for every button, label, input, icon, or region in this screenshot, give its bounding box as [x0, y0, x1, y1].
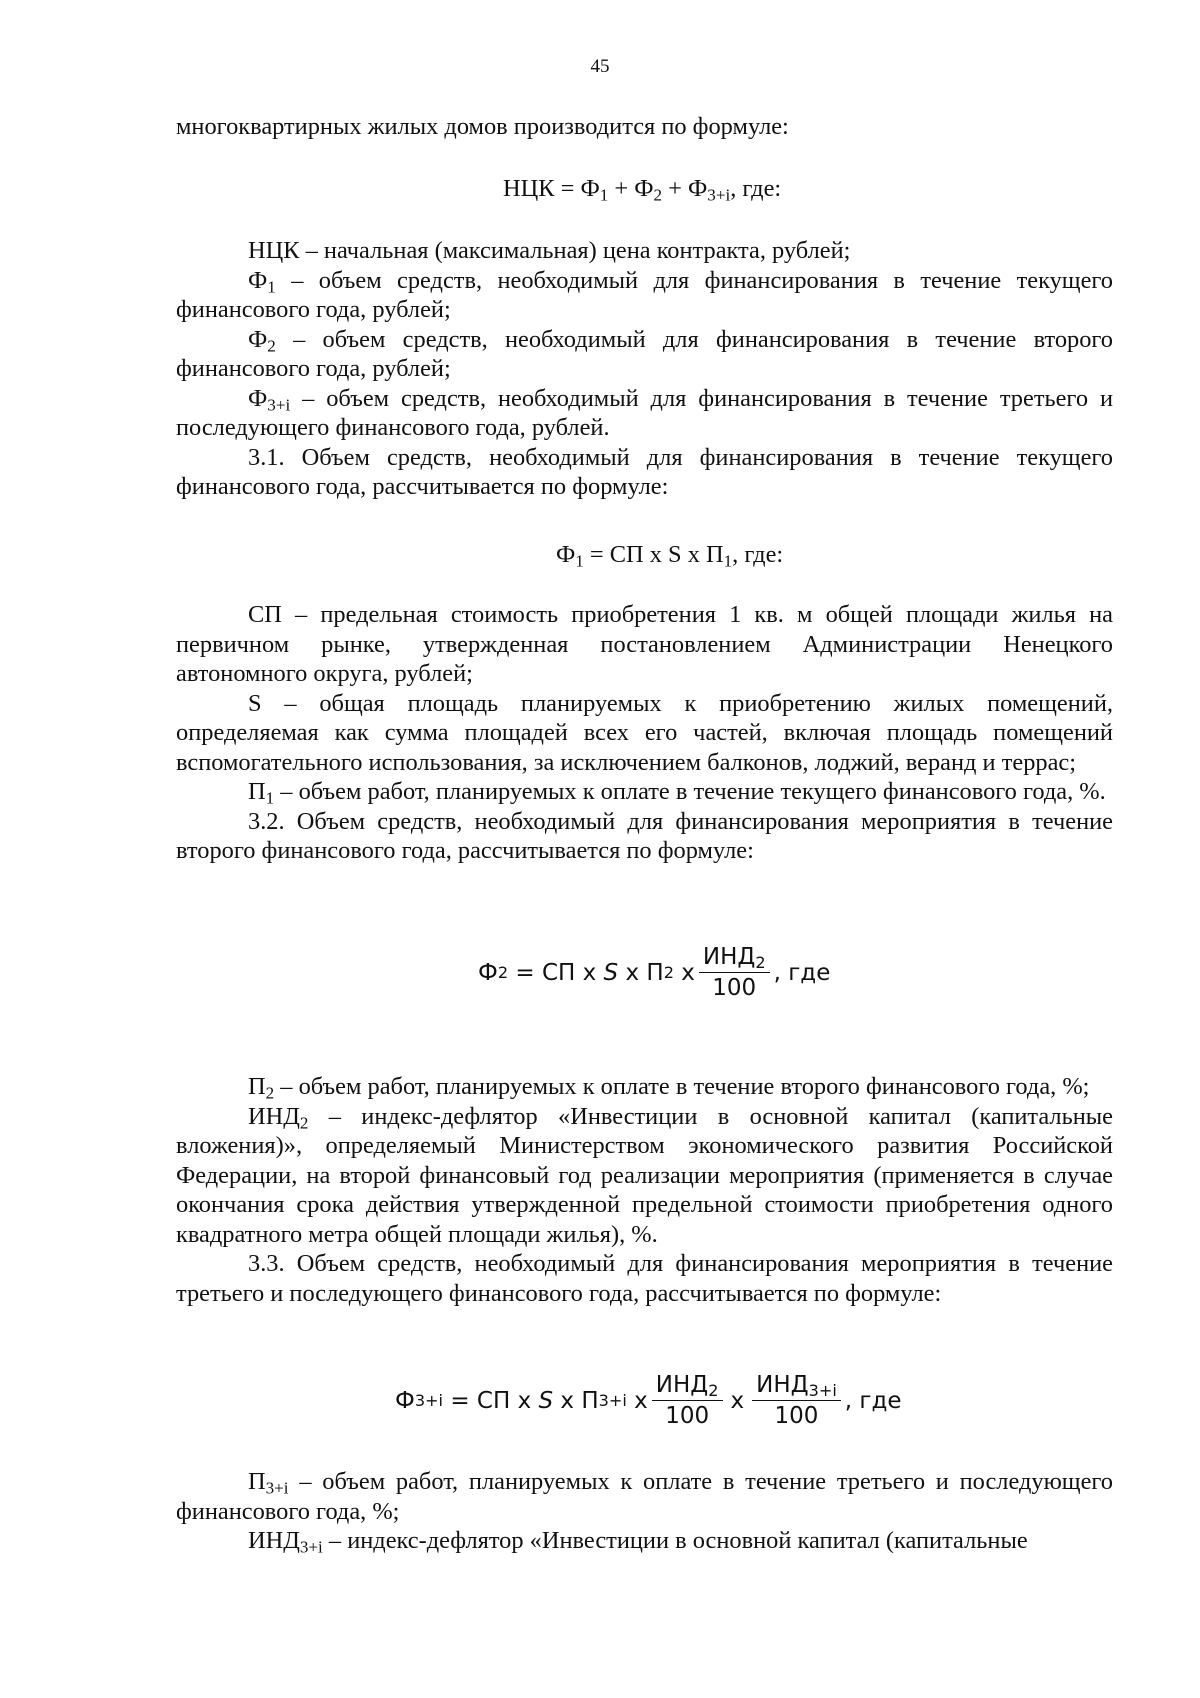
formula-f2: Ф 2 = СП х S х П 2 х $\frac{ИНД_2}{100}$ , где: [478, 944, 831, 1001]
intro-line: многоквартирных жилых домов производится по формуле:: [176, 113, 789, 140]
definition-p1: $П_1$ – объем работ, планируемых к оплате в течение текущего финансового года, %.: [248, 778, 1106, 808]
formula-f3i: Ф 3+i = СП х S х П 3+i х $\frac{ИНД_2}{100}$ х $\frac{ИНД_{3+i}}{100}$ , где: [395, 1372, 902, 1429]
definition-ind3i: $ИНД_{3+i}$ – индекс-дефлятор «Инвестиции в основной капитал (капитальные: [248, 1527, 1028, 1557]
fraction-ind3i: $\frac{ИНД_{3+i}}{100}$: [752, 1372, 841, 1429]
definition-p3i: $П_{3+i}$ – объем работ, планируемых к оплате в течение третьего и последующего финансового года, %;: [176, 1468, 1113, 1525]
definition-s: S – общая площадь планируемых к приобретению жилых помещений, определяемая как сумма площадей всех его частей, включая площадь помещений вспомогательного использования, за исключением балконов, лоджий, веранд и террас;: [176, 689, 1113, 776]
formula-nck: НЦК = $Ф_1 + Ф_2 + Ф_{3+i}$, где:: [503, 175, 782, 205]
fraction-ind2: $\frac{ИНД_2}{100}$: [699, 944, 770, 1001]
document-body: [176, 112, 1113, 142]
definition-ind2: $ИНД_2$ – индекс-дефлятор «Инвестиции в основной капитал (капитальные вложения)», определяемый Министерством экономического развития Российской Федерации, на второй финансовый год реализации мероприятия (применяется в случае окончания срока действия утвержденной предельной стоимости приобретения одного квадратного метра общей площади жилья), %.: [176, 1102, 1113, 1248]
definition-f1: $Ф_1$ – объем средств, необходимый для финансирования в течение текущего финансового года, рублей;: [176, 266, 1113, 323]
definition-sp: СП – предельная стоимость приобретения 1 кв. м общей площади жилья на первичном рынке, утвержденная постановлением Администрации Ненецкого автономного округа, рублей;: [176, 601, 1113, 687]
formula-f1: $Ф_1$ = СП х S х $П_1$, где:: [556, 541, 784, 571]
section-3-1: 3.1. Объем средств, необходимый для финансирования в течение текущего финансового года, рассчитывается по формуле:: [176, 443, 1113, 500]
definitions-block-4: [176, 1467, 1113, 1556]
definition-p2: $П_2$ – объем работ, планируемых к оплате в течение второго финансового года, %;: [248, 1073, 1090, 1103]
fraction-ind2: $\frac{ИНД_2}{100}$: [652, 1372, 723, 1429]
definition-f2: $Ф_2$ – объем средств, необходимый для финансирования в течение второго финансового года, рублей;: [176, 325, 1113, 382]
section-3-2: 3.2. Объем средств, необходимый для финансирования мероприятия в течение второго финансового года, рассчитывается по формуле:: [176, 807, 1113, 864]
page-number: 45: [590, 56, 610, 77]
definitions-block-1: [176, 236, 1113, 502]
definition-f3i: $Ф_{3+i}$ – объем средств, необходимый для финансирования в течение третьего и последующего финансового года, рублей.: [176, 384, 1113, 441]
definitions-block-3: [176, 1072, 1113, 1308]
definitions-block-2: [176, 600, 1113, 866]
definition-nck: НЦК – начальная (максимальная) цена контракта, рублей;: [248, 237, 851, 264]
section-3-3: 3.3. Объем средств, необходимый для финансирования мероприятия в течение третьего и последующего финансового года, рассчитывается по формуле:: [176, 1250, 1113, 1307]
